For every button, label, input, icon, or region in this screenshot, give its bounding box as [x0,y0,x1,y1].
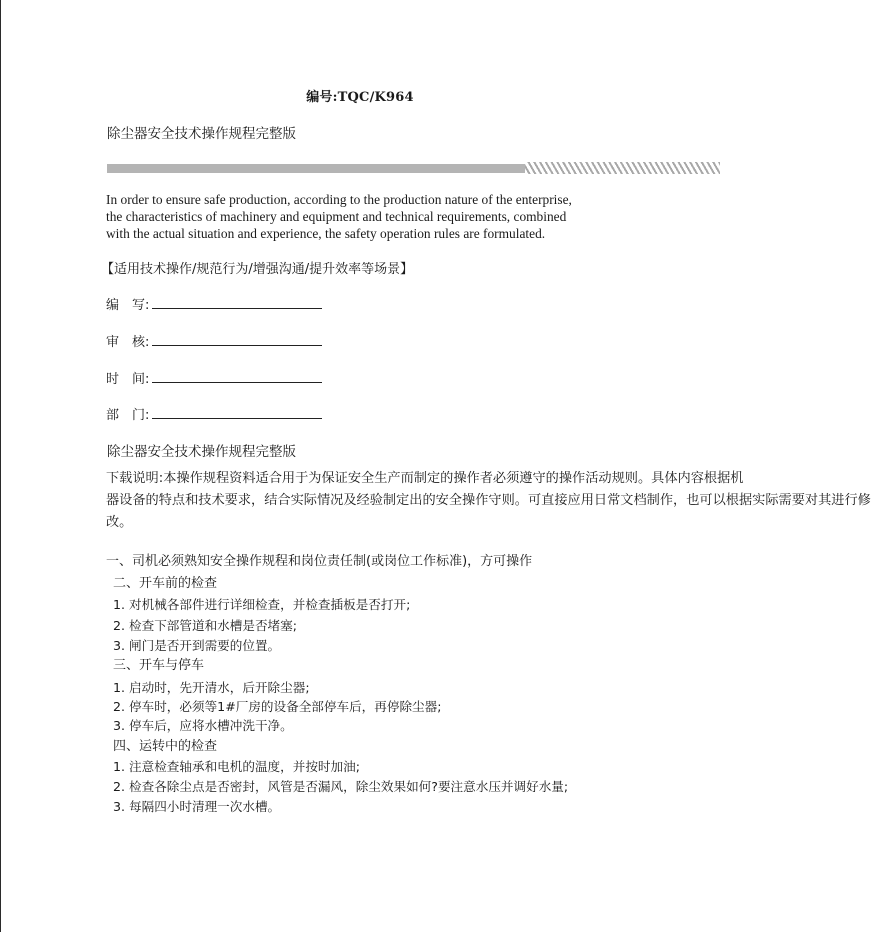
english-intro [106,191,626,242]
divider-solid-bar [107,164,525,173]
divider-hatched-bar [525,162,720,174]
download-note-line: 改。 [106,515,133,530]
list-item: 2. 检查各除尘点是否密封，风管是否漏风，除尘效果如何?要注意水压并调好水量; [113,779,569,794]
section-heading: 四、运转中的检查 [113,739,218,754]
list-item: 1. 启动时，先开清水，后开除尘器; [113,680,310,695]
intro-line: the characteristics of machinery and equipment and technical requirements, combined [106,209,567,224]
field-blank-line[interactable] [152,331,322,346]
document-serial-number: 编号:TQC/K964 [306,90,414,105]
list-item: 2. 停车时，必须等1#厂房的设备全部停车后，再停除尘器; [113,699,442,714]
list-item: 3. 停车后，应将水槽冲洗干净。 [113,718,293,733]
download-note-line: 器设备的特点和技术要求，结合实际情况及经验制定出的安全操作守则。可直接应用日常文档制作，也可以根据实际需要对其进行修 [106,493,871,508]
field-blank-line[interactable] [152,294,322,309]
page-left-border [0,0,1,932]
field-label: 部 门: [106,408,150,423]
list-item: 1. 对机械各部件进行详细检查，并检查插板是否打开; [113,597,411,612]
field-blank-line[interactable] [152,368,322,383]
list-item: 2. 检查下部管道和水槽是否堵塞; [113,618,297,633]
field-label: 编 写: [106,298,150,313]
list-item: 1. 注意检查轴承和电机的温度，并按时加油; [113,759,360,774]
field-author [106,294,322,313]
field-department [106,404,322,423]
title-divider [107,162,720,174]
field-label: 审 核: [106,335,150,350]
section-heading: 一、司机必须熟知安全操作规程和岗位责任制(或岗位工作标准)，方可操作 [106,554,533,569]
field-label: 时 间: [106,372,150,387]
list-item: 3. 闸门是否开到需要的位置。 [113,638,281,653]
document-title-repeat: 除尘器安全技术操作规程完整版 [107,444,296,460]
intro-line: In order to ensure safe production, according to the production nature of the enterprise, [106,192,572,207]
field-reviewer [106,331,322,350]
list-item: 3. 每隔四小时清理一次水槽。 [113,799,281,814]
download-note-line: 下载说明:本操作规程资料适合用于为保证安全生产而制定的操作者必须遵守的操作活动规则。具体内容根据机 [106,471,744,486]
document-title: 除尘器安全技术操作规程完整版 [107,126,296,142]
intro-line: with the actual situation and experience, the safety operation rules are formulated. [106,226,546,241]
field-date [106,368,322,387]
download-note [106,468,871,534]
scope-note: 【适用技术操作/规范行为/增强沟通/提升效率等场景】 [101,262,414,277]
section-heading: 二、开车前的检查 [113,576,218,591]
section-heading: 三、开车与停车 [113,658,205,673]
field-blank-line[interactable] [152,404,322,419]
